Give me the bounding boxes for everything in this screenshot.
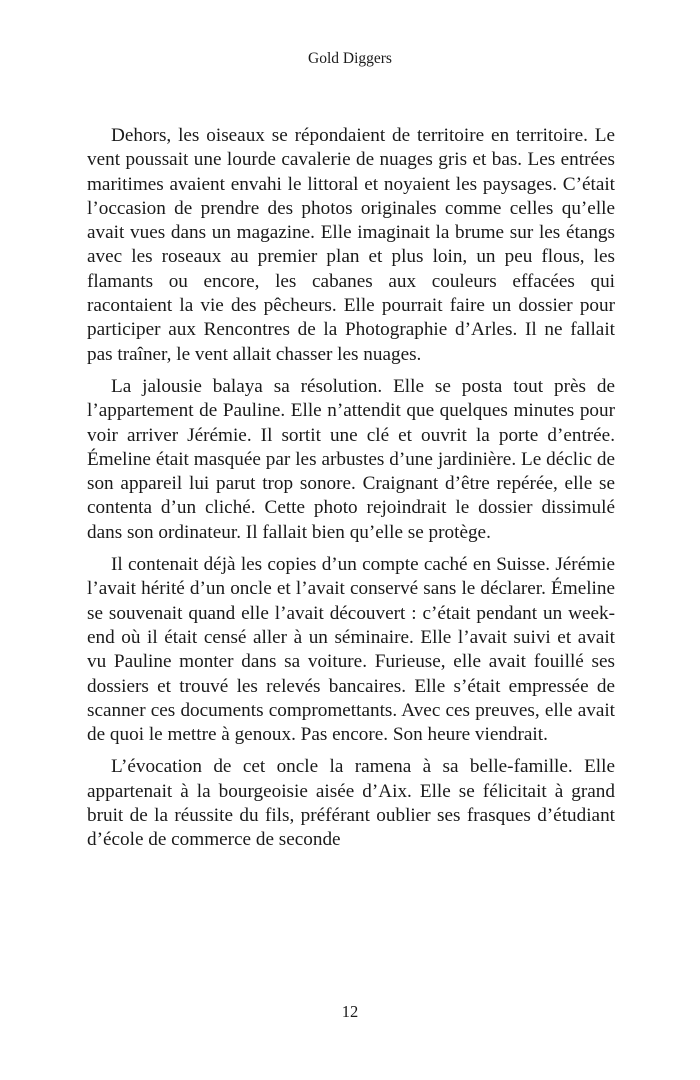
paragraph-4: L’évocation de cet oncle la ramena à sa belle-famille. Elle appartenait à la bourgeoisie aisée d’Aix. Elle se félicitait à grand bruit de la réussite du fils, préférant oublier ses frasques d’étudiant d’école de commerce de seconde [87, 756, 615, 851]
page-number: 12 [341, 1002, 359, 1021]
paragraph-2: La jalousie balaya sa résolution. Elle se posta tout près de l’appartement de Pauline. Elle n’attendit que quelques minutes pour voir arriver Jérémie. Il sortit une clé et ouvrit la porte d’entrée. Émeline était masquée par les arbustes d’une jardinière. Le déclic de son appareil lui parut trop sonore. Craignant d’être repérée, elle se contenta d’un cliché. Cette photo rejoindrait le dossier dissimulé dans son ordinateur. Il fallait bien qu’elle se protège. [87, 375, 615, 543]
paragraph-1: Dehors, les oiseaux se répondaient de territoire en territoire. Le vent poussait une lourde cavalerie de nuages gris et bas. Les entrées maritimes avaient envahi le littoral et noyaient les paysages. C’était l’occasion de prendre des photos originales comme celles qu’elle avait vues dans un magazine. Elle imaginait la brume sur les étangs avec les roseaux au premier plan et plus loin, un peu flous, les flamants ou encore, les cabanes aux couleurs effacées qui racontaient la vie des pêcheurs. Elle pourrait faire un dossier pour participer aux Rencontres de la Photographie d’Arles. Il ne fallait pas traîner, le vent allait chasser les nuages. [87, 125, 615, 365]
body-text [87, 124, 615, 861]
running-header-title: Gold Diggers [308, 50, 392, 67]
paragraph-3: Il contenait déjà les copies d’un compte caché en Suisse. Jérémie l’avait hérité d’un oncle et l’avait conservé sans le déclarer. Émeline se souvenait quand elle l’avait découvert : c’était pendant un week-end où il était censé aller à un séminaire. Elle l’avait suivi et avait vu Pauline monter dans sa voiture. Furieuse, elle avait fouillé ses dossiers et trouvé les relevés bancaires. Elle s’était empressée de scanner ces documents compromettants. Avec ces preuves, elle avait de quoi le mettre à genoux. Pas encore. Son heure viendrait. [87, 554, 615, 746]
